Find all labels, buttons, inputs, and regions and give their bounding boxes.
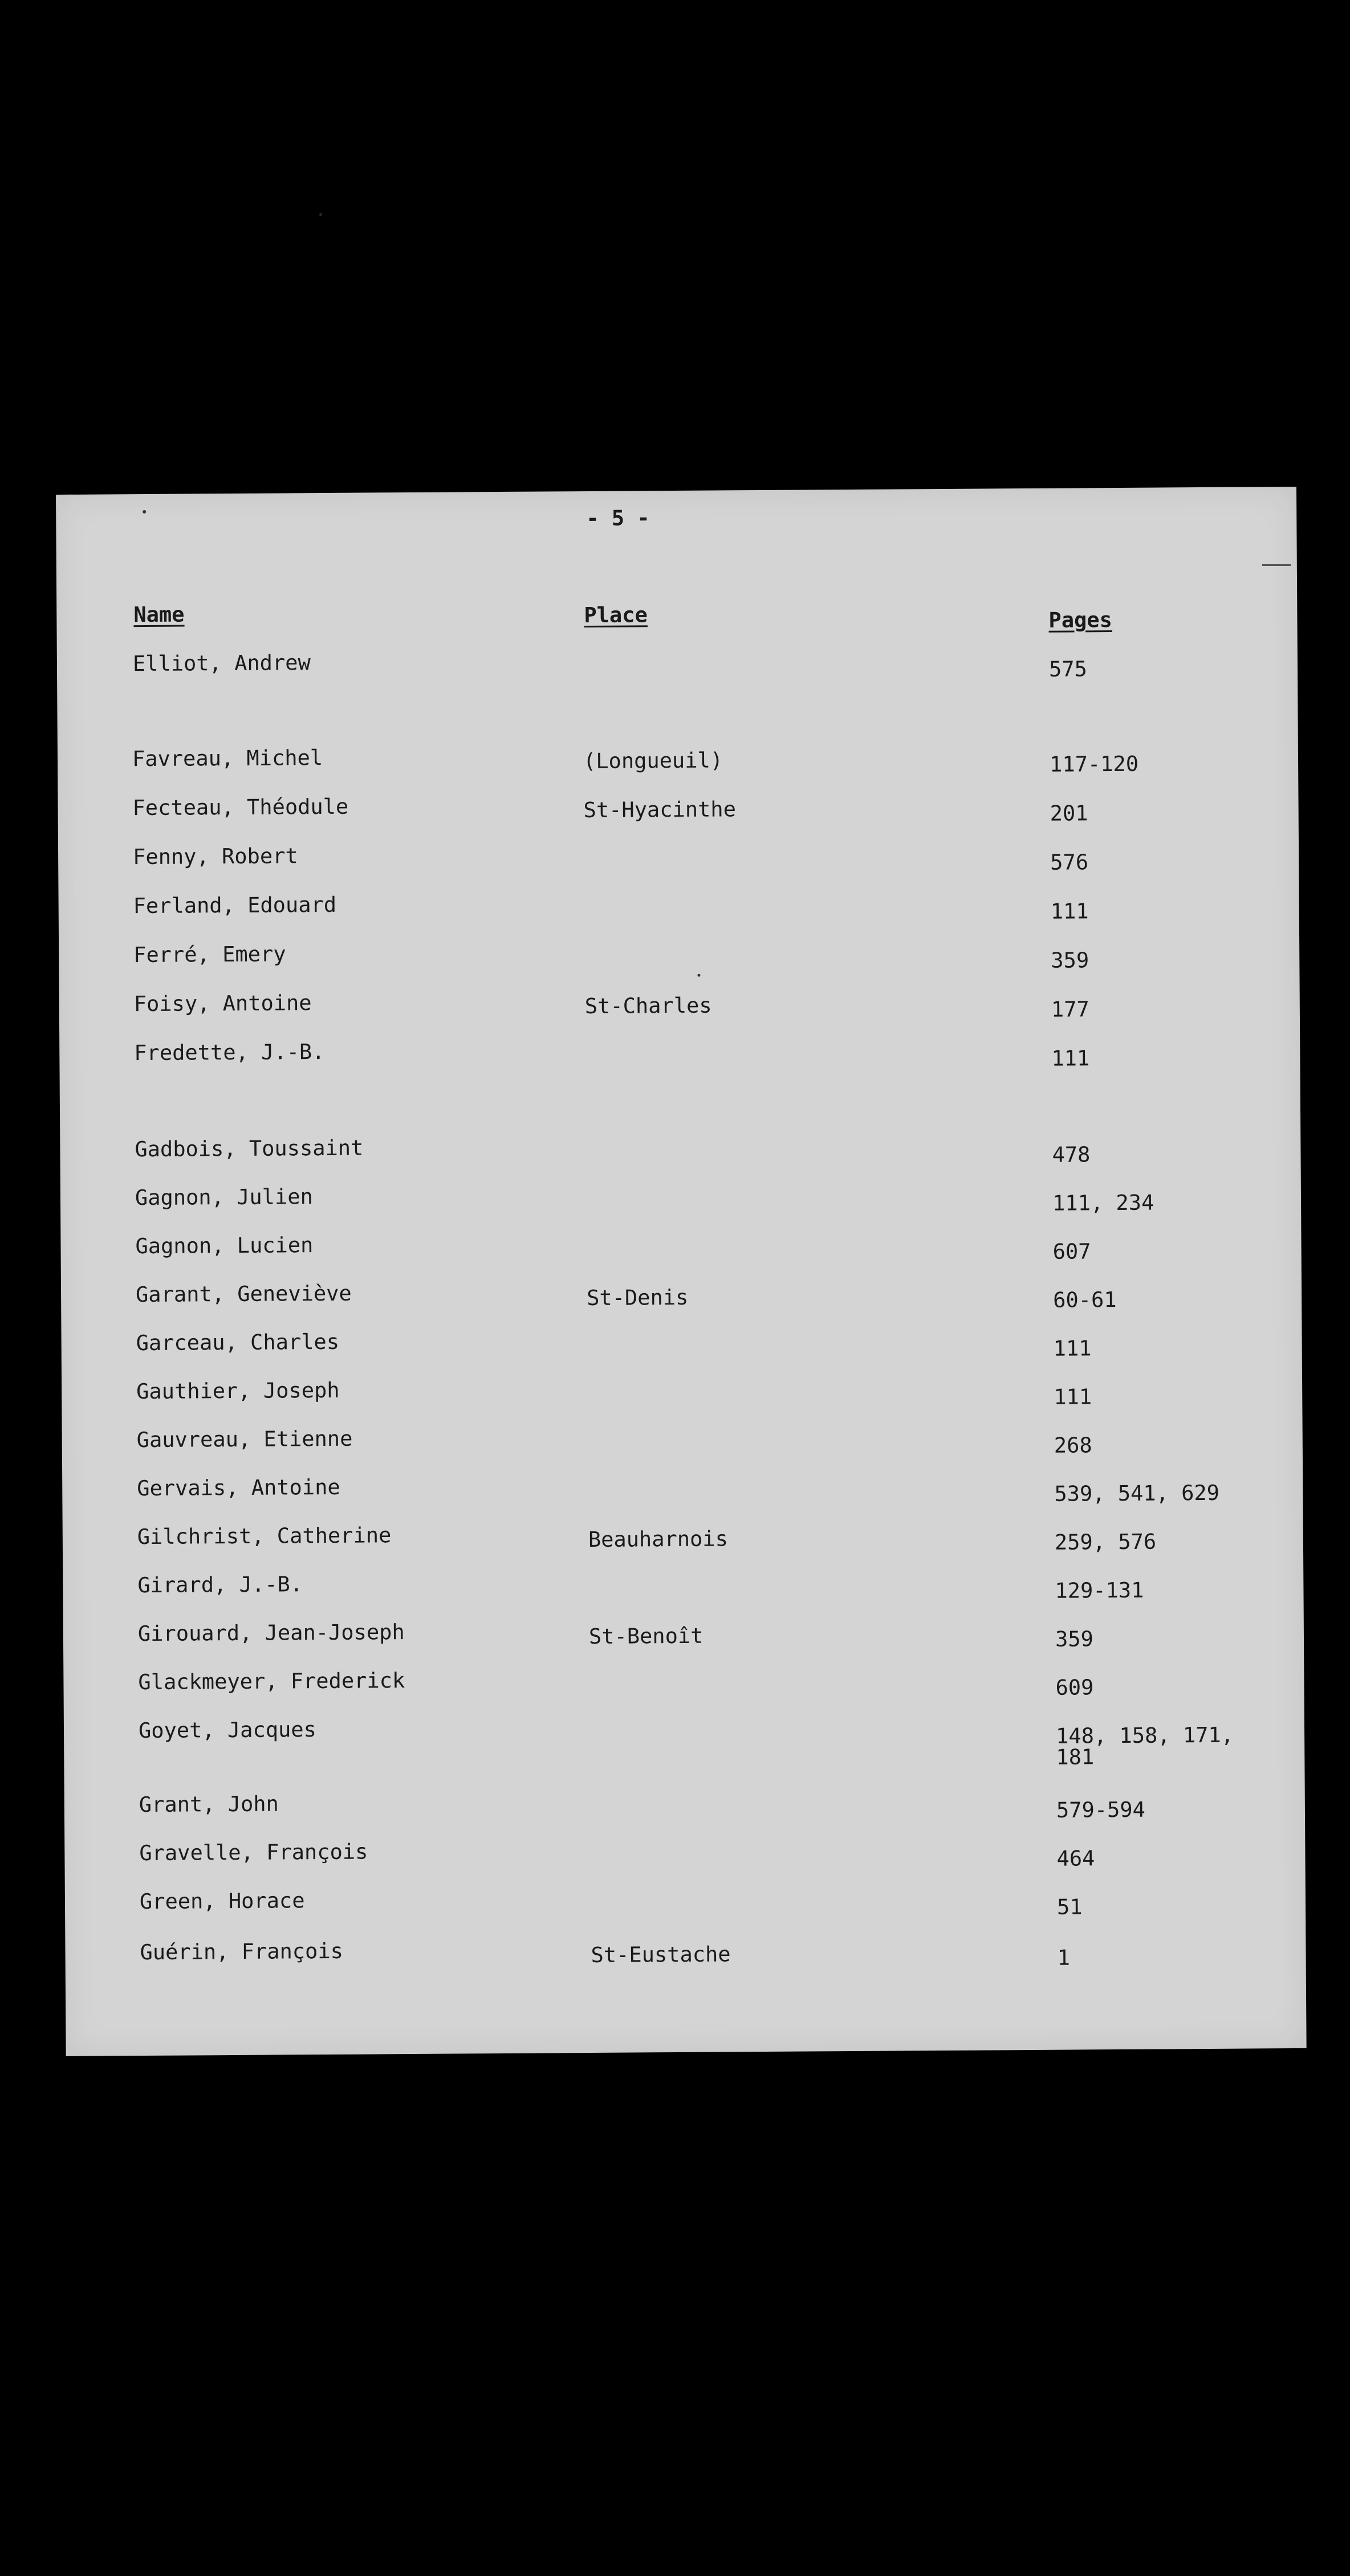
entry-pages: 539, 541, 629: [1054, 1480, 1220, 1506]
entry-name: Elliot, Andrew: [132, 650, 311, 676]
entry-pages: 111: [1053, 1336, 1092, 1361]
entry-place: St-Charles: [584, 993, 712, 1019]
entry-pages: 117-120: [1049, 751, 1139, 777]
entry-pages: 111: [1054, 1384, 1092, 1409]
entry-name: Gagnon, Lucien: [135, 1233, 314, 1259]
entry-place: St-Denis: [586, 1285, 689, 1311]
entry-name: Girouard, Jean-Joseph: [137, 1620, 405, 1646]
entry-pages: 111, 234: [1052, 1190, 1154, 1216]
entry-pages: 268: [1054, 1433, 1092, 1458]
entry-name: Garant, Geneviève: [135, 1281, 352, 1307]
entry-name: Guérin, François: [140, 1938, 344, 1965]
entry-pages: 478: [1052, 1142, 1091, 1167]
entry-pages: 177: [1051, 997, 1089, 1022]
entry-pages: 129-131: [1055, 1578, 1144, 1603]
entry-name: Gadbois, Toussaint: [135, 1135, 364, 1162]
entry-name: Fecteau, Théodule: [132, 794, 349, 821]
entry-pages: 201: [1050, 801, 1088, 826]
entry-pages: 575: [1048, 657, 1087, 682]
entry-name: Girard, J.-B.: [137, 1572, 303, 1598]
entry-pages: 607: [1052, 1239, 1091, 1264]
entry-name: Green, Horace: [139, 1888, 305, 1914]
entry-name: Fenny, Robert: [132, 843, 298, 870]
entry-pages-continued: 181: [1056, 1744, 1095, 1770]
entry-pages: 359: [1051, 948, 1089, 973]
entry-name: Gagnon, Julien: [135, 1184, 313, 1210]
scan-edge-mark: [1262, 564, 1291, 566]
entry-name: Gilchrist, Catherine: [137, 1523, 392, 1550]
scan-speck: [697, 974, 700, 977]
entry-pages: 359: [1055, 1627, 1093, 1652]
entry-pages: 60-61: [1053, 1287, 1117, 1313]
entry-pages: 464: [1056, 1846, 1095, 1871]
document-page: [56, 487, 1307, 2056]
entry-pages: 1: [1057, 1945, 1071, 1970]
page-number: - 5 -: [586, 506, 650, 531]
entry-pages: 51: [1056, 1894, 1083, 1919]
entry-pages: 579-594: [1056, 1797, 1146, 1823]
entry-place: St-Eustache: [591, 1942, 731, 1967]
entry-place: St-Hyacinthe: [583, 797, 737, 823]
entry-name: Ferland, Edouard: [133, 892, 337, 919]
entry-name: Garceau, Charles: [136, 1329, 340, 1356]
entry-name: Glackmeyer, Frederick: [138, 1668, 405, 1695]
entry-name: Ferré, Emery: [133, 941, 286, 968]
entry-pages: 148, 158, 171,: [1055, 1722, 1234, 1748]
entry-place: (Longueuil): [583, 748, 723, 774]
scan-speck: [143, 510, 146, 513]
entry-pages: 111: [1050, 899, 1089, 924]
entry-pages: 576: [1050, 850, 1089, 875]
column-header-place: Place: [584, 602, 648, 628]
entry-name: Gervais, Antoine: [137, 1474, 340, 1501]
entry-name: Fredette, J.-B.: [134, 1039, 325, 1066]
entry-name: Gauthier, Joseph: [136, 1377, 340, 1404]
entry-name: Favreau, Michel: [132, 745, 323, 772]
entry-name: Goyet, Jacques: [138, 1717, 317, 1743]
entry-pages: 609: [1055, 1675, 1094, 1700]
entry-place: St-Benoît: [588, 1623, 704, 1649]
entry-name: Gravelle, François: [139, 1839, 368, 1866]
column-header-pages: Pages: [1048, 608, 1112, 633]
scan-speck: [319, 213, 322, 216]
entry-name: Gauvreau, Etienne: [136, 1426, 353, 1453]
entry-pages: 111: [1051, 1046, 1090, 1071]
entry-name: Grant, John: [139, 1791, 279, 1817]
column-header-name: Name: [133, 602, 185, 627]
entry-place: Beauharnois: [588, 1526, 729, 1552]
entry-name: Foisy, Antoine: [133, 991, 312, 1017]
entry-pages: 259, 576: [1054, 1529, 1157, 1555]
